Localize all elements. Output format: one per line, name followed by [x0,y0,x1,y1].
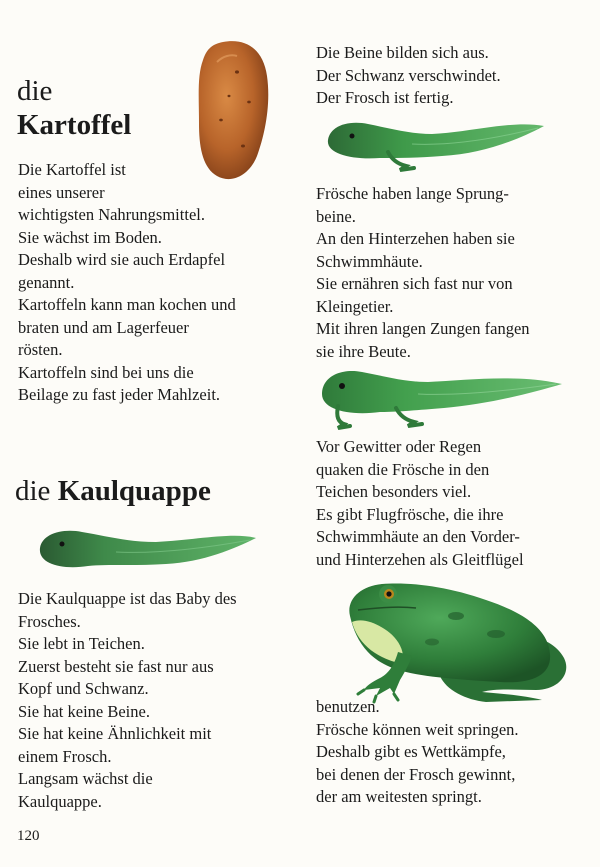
page-number: 120 [17,828,40,844]
text-line: Langsam wächst die [18,769,153,788]
text-line: der am weitesten springt. [316,787,482,806]
text-line: Frösche haben lange Sprung- [316,184,509,203]
text-line: genannt. [18,272,75,292]
text-line: Sie hat keine Ähnlichkeit mit [18,724,212,743]
tadpole-with-legs-illustration [322,112,548,174]
right-text-block-4 [316,696,519,809]
text-line: Teichen besonders viel. [316,482,472,501]
right-text-block-3 [316,436,524,571]
text-line: Frosches. [18,611,81,631]
text-line: Kleingetier. [316,296,394,316]
text-line: eines unserer [18,182,105,202]
text-line: Beilage zu fast jeder Mahlzeit. [18,385,221,404]
text-line: Zuerst besteht sie fast nur aus [18,656,214,676]
text-line: Schwimmhäute an den Vorder- [316,527,520,546]
text-line: Die Beine bilden sich aus. [316,43,489,62]
text-line: bei denen der Frosch gewinnt, [316,764,516,784]
text-line: Kopf und Schwanz. [18,679,149,698]
text-line: Frösche können weit springen. [316,719,519,739]
text-line: einem Frosch. [18,746,112,766]
text-line: Der Schwanz verschwindet. [316,65,501,85]
right-text-block-2 [316,183,530,363]
text-line: braten und am Lagerfeuer [18,317,189,337]
text-line: Die Kaulquappe ist das Baby des [18,589,237,608]
text-line: Sie ernähren sich fast nur von [316,274,513,293]
froglet-illustration [318,364,564,430]
heading-word: Kartoffel [17,109,132,141]
tadpole-illustration [36,522,258,576]
text-line: Kaulquappe. [18,791,102,811]
text-line: Der Frosch ist fertig. [316,88,454,107]
right-text-block-1 [316,42,501,110]
heading-article: die [15,475,51,507]
text-line: Schwimmhäute. [316,251,423,271]
text-line: sie ihre Beute. [316,341,411,361]
text-line: Kartoffeln sind bei uns die [18,362,194,382]
text-line: Die Kartoffel ist [18,160,126,179]
text-line: wichtigsten Nahrungsmittel. [18,205,205,224]
kaulquappe-text [18,588,237,813]
text-line: beine. [316,206,356,226]
text-line: Es gibt Flugfrösche, die ihre [316,504,504,524]
text-line: An den Hinterzehen haben sie [316,229,515,248]
text-line: rösten. [18,340,63,359]
text-line: Mit ihren langen Zungen fangen [316,319,530,338]
heading-article: die [17,75,53,107]
text-line: Sie hat keine Beine. [18,701,150,721]
heading-kaulquappe [15,474,211,508]
frog-illustration [336,572,572,704]
text-line: Vor Gewitter oder Regen [316,437,482,456]
text-line: Deshalb gibt es Wettkämpfe, [316,742,506,761]
text-line: Sie wächst im Boden. [18,227,162,247]
kartoffel-text [18,159,236,407]
heading-kartoffel [17,74,131,142]
text-line: Sie lebt in Teichen. [18,634,145,653]
text-line: Kartoffeln kann man kochen und [18,295,236,314]
text-line: quaken die Frösche in den [316,459,490,479]
text-line: und Hinterzehen als Gleitflügel [316,549,524,569]
text-line: benutzen. [316,697,380,716]
heading-word: Kaulquappe [57,475,211,507]
text-line: Deshalb wird sie auch Erdapfel [18,250,226,269]
